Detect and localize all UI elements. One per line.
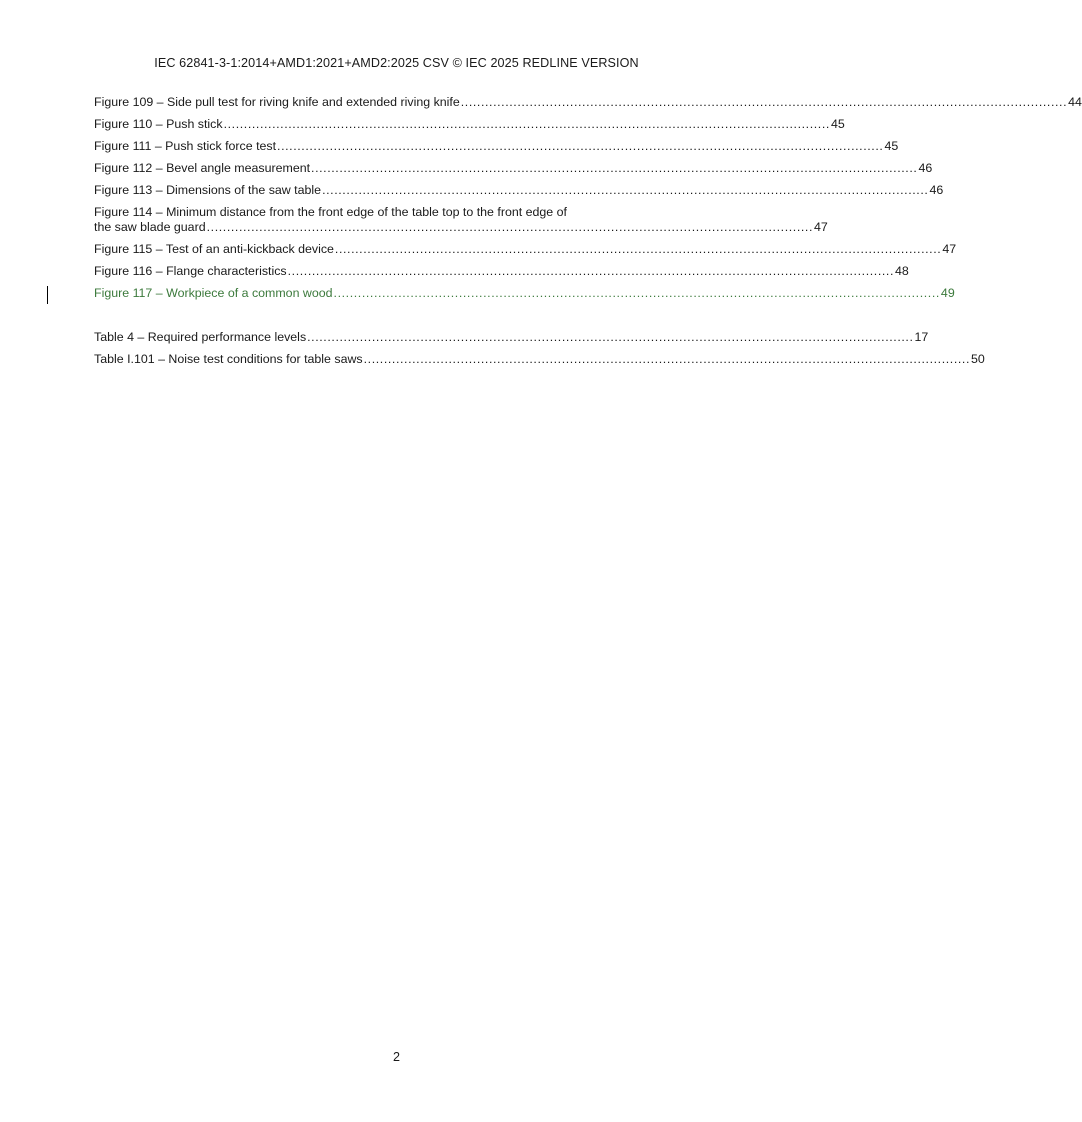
toc-entry-figure-110[interactable] (94, 117, 845, 132)
toc-entry-label: Figure 117 – Workpiece of a common wood (94, 286, 333, 300)
toc-entry-page: 49 (940, 286, 955, 300)
toc-entry-page: 17 (914, 330, 929, 344)
page-header: IEC 62841-3-1:2014+AMD1:2021+AMD2:2025 CSV © IEC 2025 REDLINE VERSION (154, 56, 639, 70)
toc-entry-figure-113[interactable] (94, 183, 944, 198)
toc-entry-page: 44 (1068, 95, 1082, 109)
toc-entry-page: 46 (929, 183, 944, 197)
toc-entry-label: Figure 110 – Push stick (94, 117, 223, 131)
toc-entry-label: Figure 113 – Dimensions of the saw table (94, 183, 322, 197)
dot-leader: ...................................................................................................................................................... (311, 161, 918, 175)
toc-entry-page: 45 (830, 117, 845, 131)
toc-entry-page: 45 (884, 139, 899, 153)
dot-leader: ...................................................................................................................................................... (333, 286, 940, 300)
dot-leader: ...................................................................................................................................................... (322, 183, 929, 197)
toc-entry-label: Figure 109 – Side pull test for riving knife and extended riving knife (94, 95, 460, 109)
list-of-tables (94, 330, 985, 374)
toc-entry-page: 47 (814, 220, 828, 234)
dot-leader: ...................................................................................................................................................... (206, 220, 813, 234)
list-of-figures (94, 95, 1082, 308)
toc-entry-label: Figure 115 – Test of an anti-kickback device (94, 242, 334, 256)
toc-entry-figure-109[interactable] (94, 95, 1082, 110)
dot-leader: ...................................................................................................................................................... (287, 264, 894, 278)
dot-leader: ...................................................................................................................................................... (363, 352, 971, 366)
toc-entry-label: Figure 111 – Push stick force test (94, 139, 277, 153)
toc-entry-page: 47 (942, 242, 957, 256)
toc-entry-table-i101[interactable] (94, 352, 985, 367)
toc-entry-figure-111[interactable] (94, 139, 899, 154)
toc-entry-label: Table 4 – Required performance levels (94, 330, 307, 344)
toc-entry-label: Figure 116 – Flange characteristics (94, 264, 287, 278)
toc-entry-page: 50 (971, 352, 985, 366)
toc-entry-label: Figure 112 – Bevel angle measurement (94, 161, 311, 175)
toc-entry-figure-114[interactable] (94, 205, 828, 235)
dot-leader: ...................................................................................................................................................... (277, 139, 884, 153)
dot-leader: ...................................................................................................................................................... (334, 242, 942, 256)
toc-entry-page: 46 (918, 161, 933, 175)
toc-entry-table-4[interactable] (94, 330, 929, 345)
toc-entry-figure-117[interactable] (94, 286, 955, 301)
toc-entry-page: 48 (895, 264, 909, 278)
toc-entry-figure-112[interactable] (94, 161, 933, 176)
dot-leader: ...................................................................................................................................................... (460, 95, 1068, 109)
toc-entry-label-line1: Figure 114 – Minimum distance from the front edge of the table top to the front edge of (94, 205, 567, 219)
toc-entry-figure-116[interactable] (94, 264, 909, 279)
toc-entry-label: Table I.101 – Noise test conditions for table saws (94, 352, 363, 366)
toc-entry-figure-115[interactable] (94, 242, 957, 257)
page-number: 2 (392, 1050, 400, 1064)
toc-entry-label-line2: the saw blade guard (94, 220, 206, 234)
dot-leader: ...................................................................................................................................................... (223, 117, 830, 131)
change-bar (47, 286, 48, 304)
dot-leader: ...................................................................................................................................................... (307, 330, 914, 344)
toc-entry-second-line (94, 220, 828, 235)
